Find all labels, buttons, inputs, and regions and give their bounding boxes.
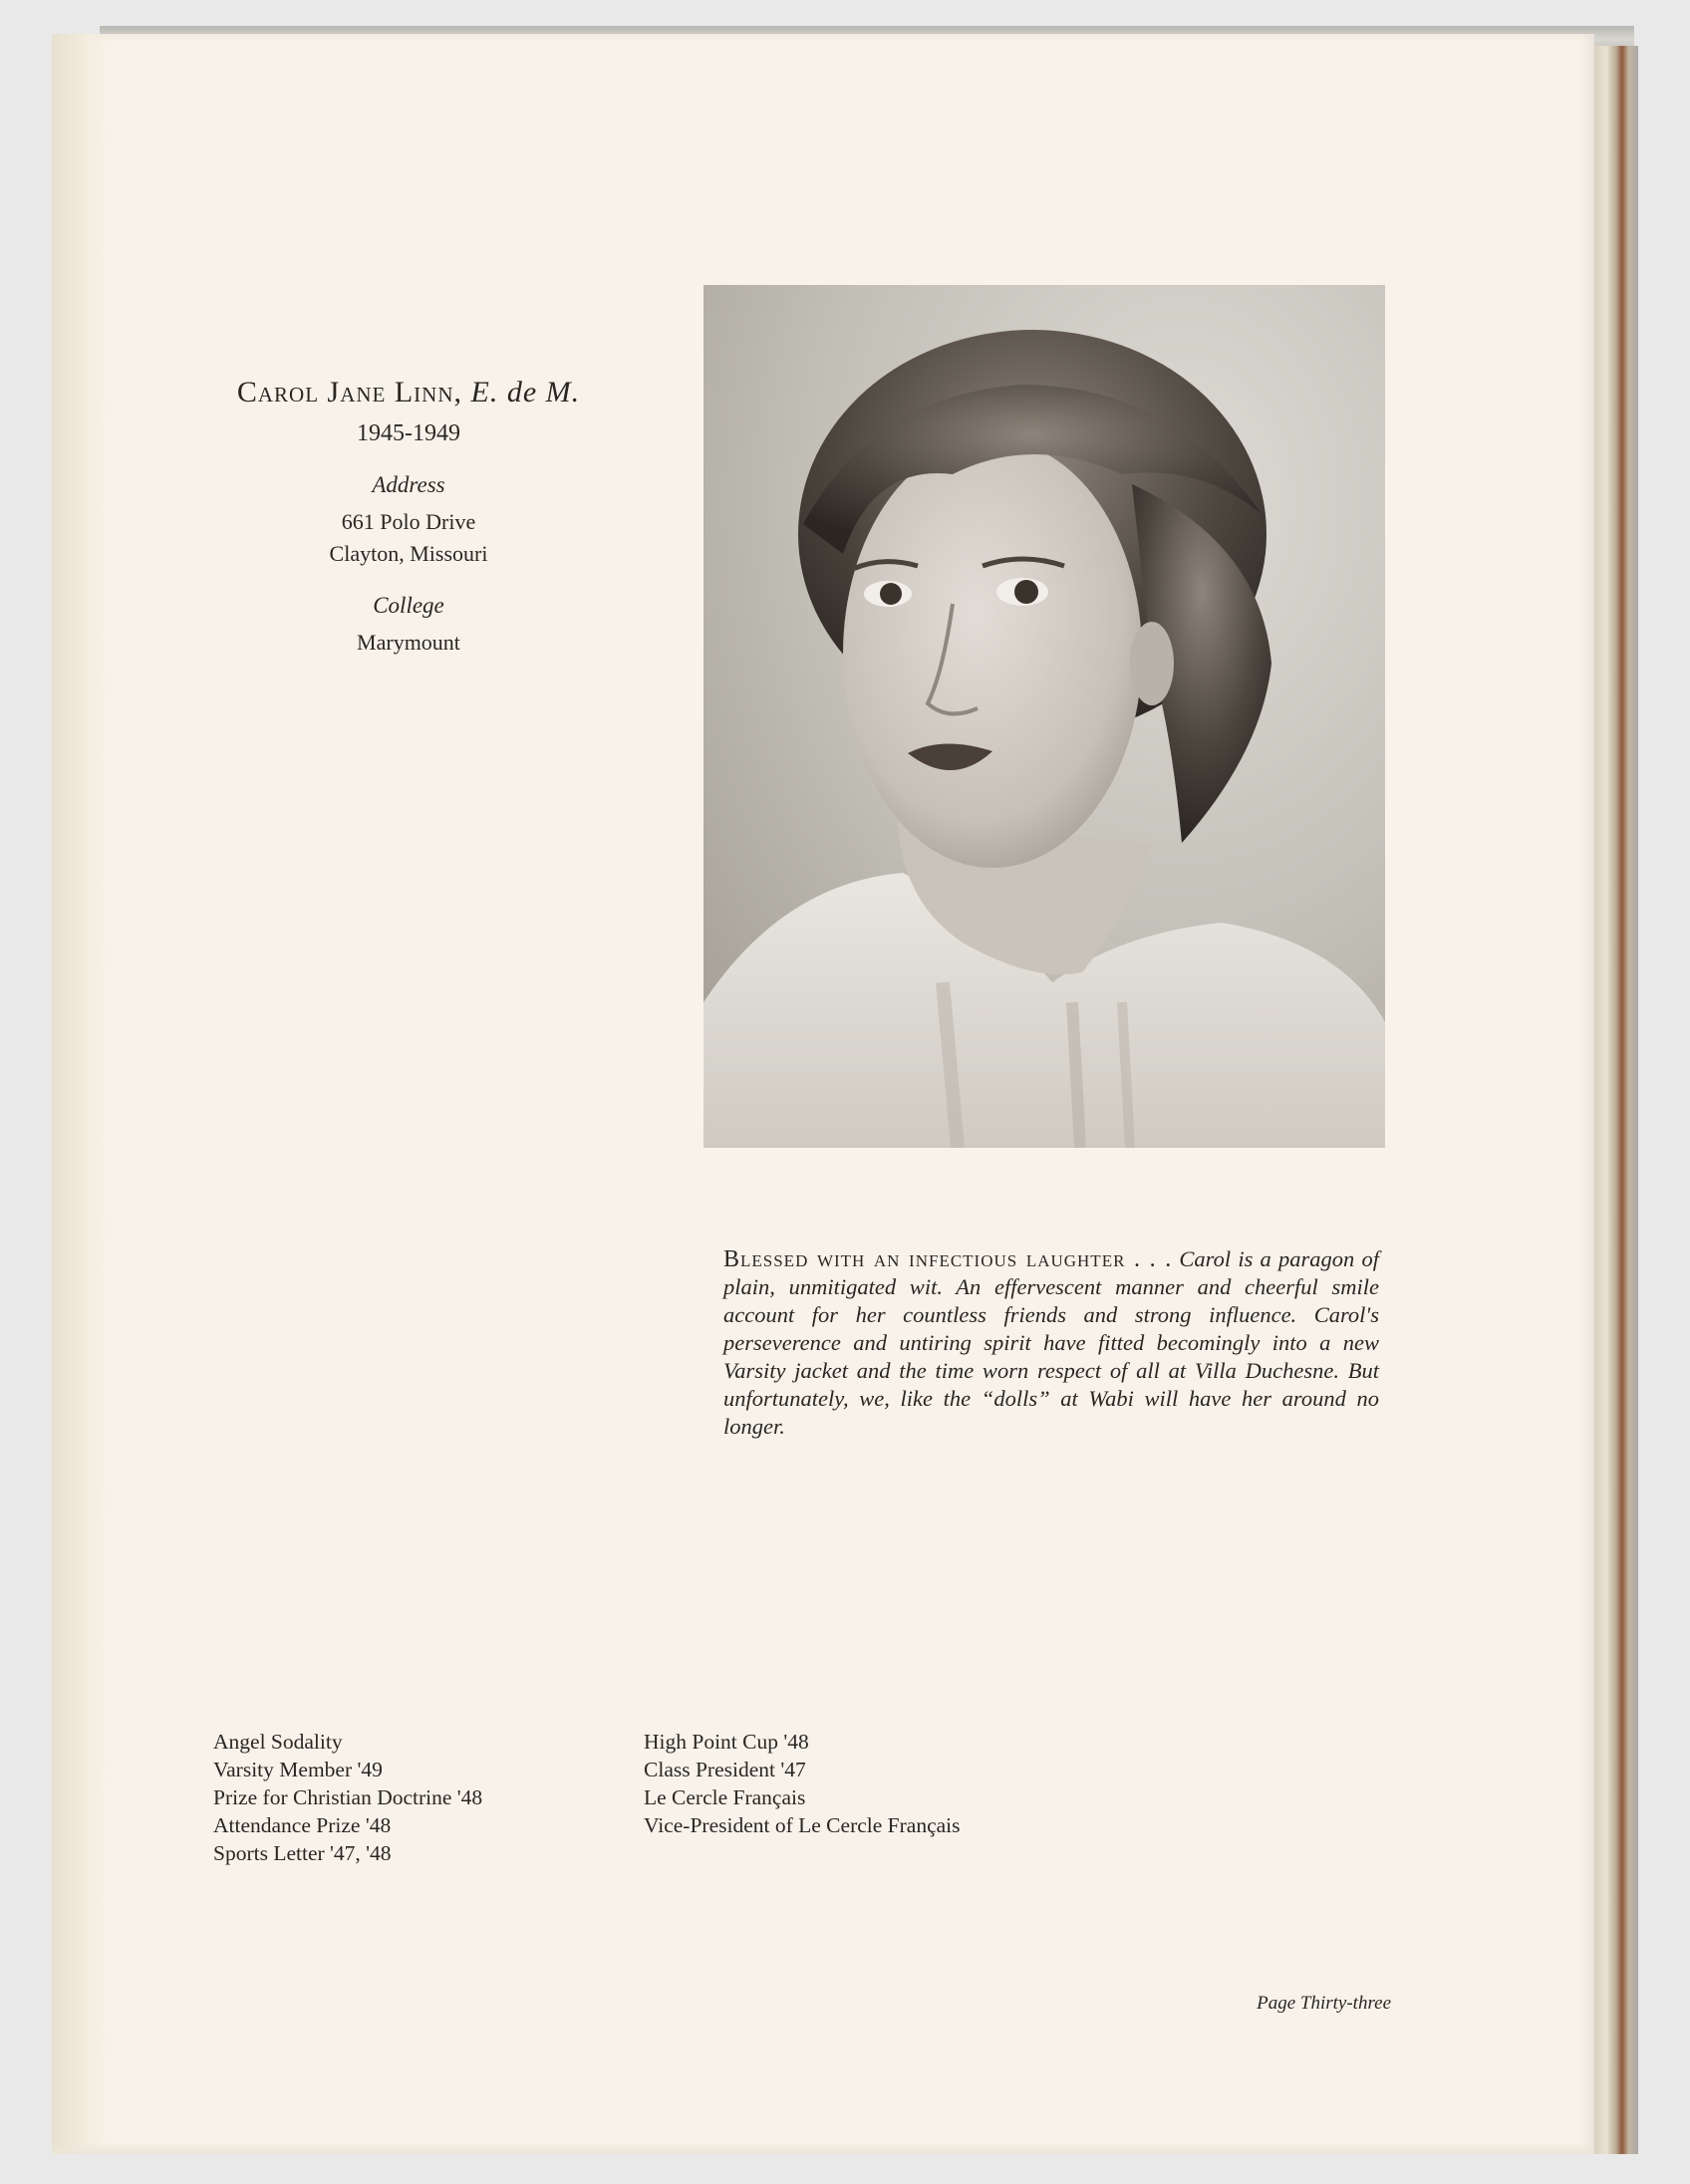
page-bottom-edge bbox=[52, 2142, 1594, 2154]
activity-item: Le Cercle Français bbox=[644, 1785, 806, 1809]
bio-lead: Blessed with an infectious laughter . . . bbox=[723, 1246, 1173, 1272]
college-label: College bbox=[373, 593, 444, 619]
address-label: Address bbox=[372, 472, 445, 498]
student-info bbox=[179, 371, 638, 659]
activities-left bbox=[213, 1728, 482, 1867]
college-name: Marymount bbox=[357, 629, 460, 655]
activity-item: Varsity Member '49 bbox=[213, 1758, 383, 1781]
address-line-2: Clayton, Missouri bbox=[329, 540, 488, 566]
activity-item: Prize for Christian Doctrine '48 bbox=[213, 1785, 483, 1809]
page-gutter bbox=[52, 34, 110, 2154]
activity-item: Sports Letter '47, '48 bbox=[213, 1841, 392, 1865]
bio-body: Carol is a paragon of plain, unmitigated wit. An effervescent manner and cheerful smile account for her countless friends and strong influence. Carol's perseverence and untiring spirit have fitted becomingly into a new Varsity jacket and the time worn respect of all at Villa Duchesne. But unfortunately, we, like the “dolls” at Wabi will have her around no longer. bbox=[723, 1246, 1379, 1439]
biography bbox=[723, 1245, 1379, 1441]
activity-item: Vice-President of Le Cercle Français bbox=[644, 1813, 961, 1837]
activities-right bbox=[644, 1728, 961, 1839]
student-honor: E. de M. bbox=[470, 376, 581, 409]
page-number: Page Thirty-three bbox=[1257, 1993, 1391, 2014]
activity-item: Attendance Prize '48 bbox=[213, 1813, 392, 1837]
activity-item: High Point Cup '48 bbox=[644, 1730, 809, 1754]
portrait-illustration-icon bbox=[704, 285, 1385, 1148]
activity-item: Angel Sodality bbox=[213, 1730, 343, 1754]
portrait-photo bbox=[704, 285, 1385, 1148]
activity-item: Class President '47 bbox=[644, 1758, 806, 1781]
student-name: Carol Jane Linn bbox=[236, 376, 454, 409]
class-years: 1945-1949 bbox=[357, 419, 460, 446]
student-name-line: Carol Jane Linn, E. de M. bbox=[236, 376, 581, 409]
address-line-1: 661 Polo Drive bbox=[341, 508, 476, 534]
